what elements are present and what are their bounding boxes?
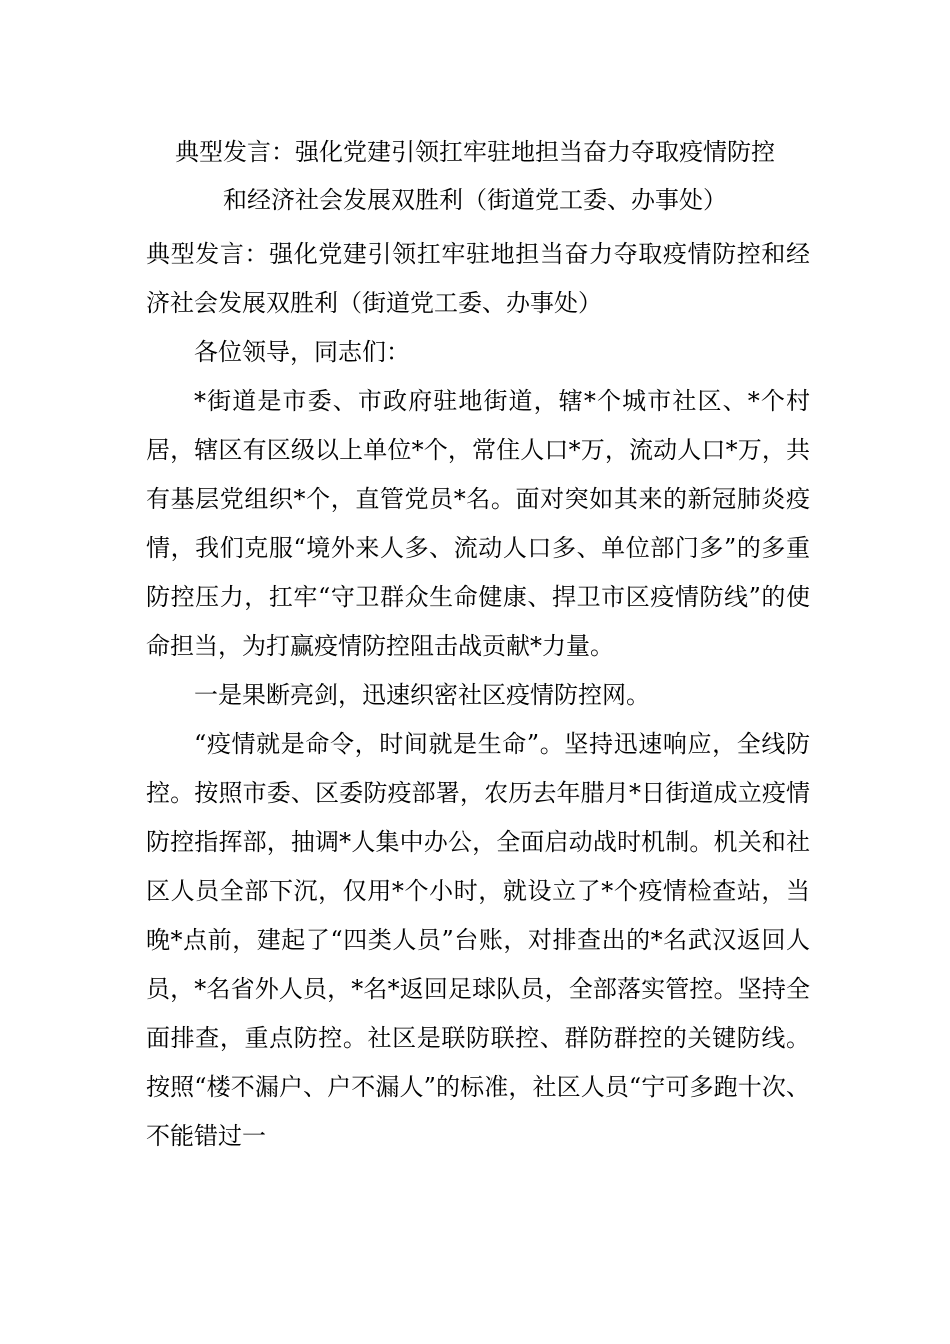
salutation-paragraph: 各位领导，同志们： (194, 338, 410, 366)
repeated-title-paragraph: 典型发言：强化党建引领扛牢驻地担当奋力夺取疫情防控和经济社会发展双胜利（街道党工委、办事处） (146, 240, 810, 317)
document-body (146, 230, 810, 1161)
document-title-line-2: 和经济社会发展双胜利（街道党工委、办事处） (223, 186, 727, 214)
intro-paragraph: *街道是市委、市政府驻地街道，辖*个城市社区、*个村居，辖区有区级以上单位*个，常住人口*万，流动人口*万，共有基层党组织*个，直管党员*名。面对突如其来的新冠肺炎疫情，我们克服“境外来人多、流动人口多、单位部门多”的多重防控压力，扛牢“守卫群众生命健康、捍卫市区疫情防线”的使命担当，为打赢疫情防控阻击战贡献*力量。 (146, 387, 810, 660)
section-heading-paragraph: 一是果断亮剑，迅速织密社区疫情防控网。 (194, 681, 650, 709)
document-title-line-1: 典型发言：强化党建引领扛牢驻地担当奋力夺取疫情防控 (175, 138, 775, 166)
body-paragraph: “疫情就是命令，时间就是生命”。坚持迅速响应，全线防控。按照市委、区委防疫部署，农历去年腊月*日街道成立疫情防控指挥部，抽调*人集中办公，全面启动战时机制。机关和社区人员全部下沉，仅用*个小时，就设立了*个疫情检查站，当晚*点前，建起了“四类人员”台账，对排查出的*名武汉返回人员，*名省外人员，*名*返回足球队员，全部落实管控。坚持全面排查，重点防控。社区是联防联控、群防群控的关键防线。按照“楼不漏户、户不漏人”的标准，社区人员“宁可多跑十次、不能错过一 (146, 730, 810, 1150)
